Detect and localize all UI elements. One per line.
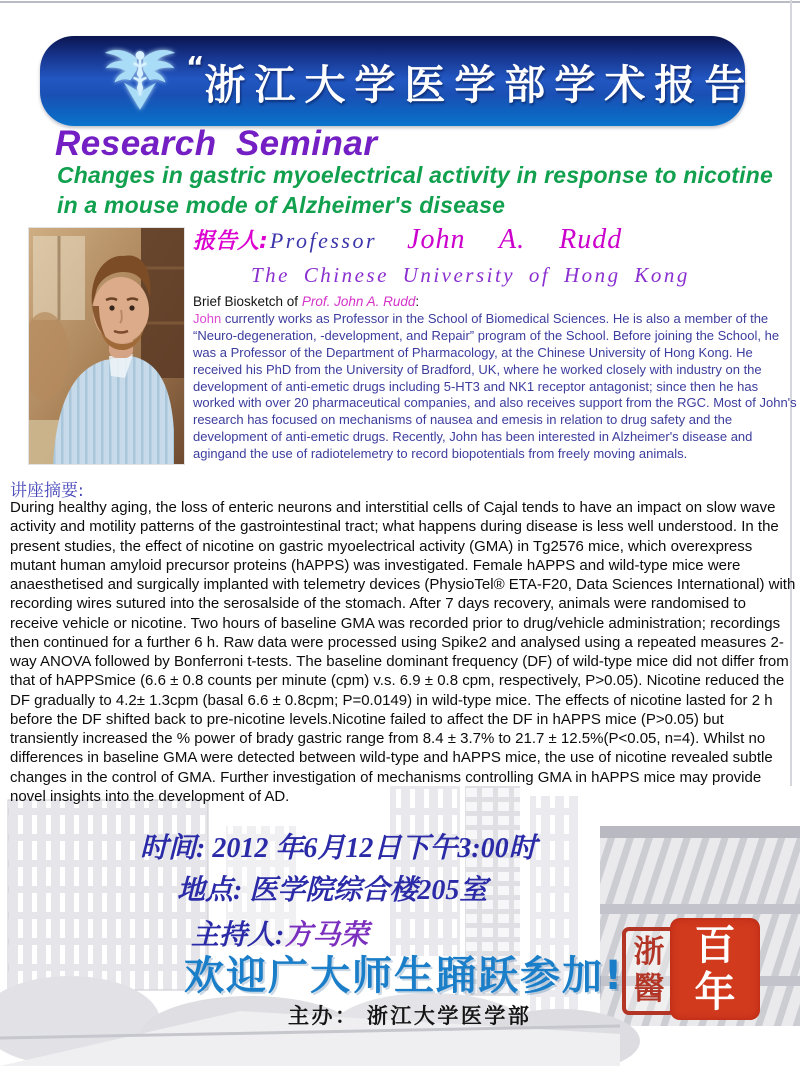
seal-solid-bai-nian [670, 918, 760, 1020]
speaker-title-prefix: Professor [269, 228, 378, 253]
speaker-photo [29, 228, 184, 464]
host-name: 方马荣 [284, 920, 369, 951]
seal-char: 百 [694, 920, 736, 969]
seal-char: 年 [694, 968, 736, 1016]
seal-stamps [618, 914, 768, 1026]
seminar-title: Changes in gastric myoelectrical activity in response to nicotine in a mouse mode of Alzheimer's disease [57, 162, 773, 218]
biosketch-body: currently works as Professor in the School of Biomedical Sciences. He is also a member of the “Neuro-degeneration, -development, and Repair” program of the School. Before joining the School, he was a Professor of the Department of Pharmacology, at the Chinese University of Hong Kong. He received his PhD from the University of Bradford, UK, where he worked closely with industry on the development of anti-emetic drugs including 5-HT3 and NK1 receptor antagonist; since then he has worked with over 20 pharmaceutical companies, and also receives support from the RGC. Most of John's research has focused on mechanisms of nausea and emesis in relation to drug safety and the development of anti-emetic drugs. Recently, John has been interested in Alzheimer's disease and agingand the use of radiotelemetry to record biopotentials from freely moving animals. [193, 311, 797, 462]
banner [40, 36, 755, 126]
biosketch-lead-word: John [193, 311, 222, 326]
banner-quote-mark: “ [186, 50, 205, 83]
schedule-time: 时间: 2012 年6月12日下午3:00时 [140, 833, 537, 864]
caduceus-logo-icon [100, 45, 180, 117]
top-edge-line [0, 1, 800, 3]
organizer-line: 主办： 浙江大学医学部 [288, 1005, 532, 1028]
speaker-name: John A. Rudd [407, 224, 623, 255]
seal-char: 浙 [633, 933, 665, 970]
biosketch-colon: : [415, 294, 420, 309]
biosketch-name: Prof. John A. Rudd [301, 294, 416, 309]
biosketch-prefix: Brief Biosketch of [193, 294, 302, 309]
abstract-label: 讲座摘要: [10, 481, 84, 501]
speaker-section [193, 224, 797, 463]
banner-title-text: 浙江大学医学部学术报告 [204, 60, 755, 109]
speaker-affiliation: The Chinese University of Hong Kong [251, 263, 690, 287]
host-label: 主持人: [191, 920, 285, 951]
banner-title [186, 36, 754, 126]
biosketch-text [193, 311, 797, 463]
schedule-venue: 地点: 医学院综合楼205室 [177, 875, 488, 906]
biosketch-label [193, 294, 797, 309]
speaker-headline [193, 224, 797, 256]
research-seminar-heading: Research Seminar [55, 124, 378, 163]
abstract-text: During healthy aging, the loss of enteric neurons and interstitial cells of Cajal tends to have an impact on slow wave activity and motility patterns of the gastrointestinal tract; what happens during disease is less well understood. In the present studies, the effect of nicotine on gastric myoelectrical activity (GMA) in Tg2576 mice, which overexpress mutant human amyloid precursor proteins (hAPPS) was investigated. Female hAPPS and wild-type mice were anaesthetised and surgically implanted with telemetry devices (PhysioTel® ETA-F20, Data Sciences International) with recording wires sutured into the serosalside of the stomach. After 7 days recovery, animals were randomised to receive vehicle or nicotine. Two hours of baseline GMA was recorded prior to drug/vehicle administration; recordings then continued for a further 6 h. Raw data were processed using Spike2 and analysed using a repeated measures 2-way ANOVA followed by Bonferroni t-tests. The baseline dominant frequency (DF) of wild-type mice did not differ from that of hAPPSmice (6.6 ± 0.8 counts per minute (cpm) v.s. 6.9 ± 0.8 cpm, respectively, P>0.05). Nicotine reduced the DF gradually to 4.2± 1.3cpm (basal 6.6 ± 0.8cpm; P=0.0149) in wild-type mice. The effects of nicotine lasted for 2 h before the DF shifted back to pre-nicotine levels.Nicotine failed to affect the DF in hAPPS mice (P>0.05) but transiently increased the % power of brady gastric range from 8.4 ± 3.7% to 21.7 ± 12.5%(P<0.05, n=4). Whilst no differences in baseline GMA were detected between wild-type and hAPPS mice, the use of nicotine revealed subtle changes in the control of GMA. Further investigation of mechanisms controlling GMA in hAPPS mice may provide novel insights into the development of AD. [10, 499, 796, 805]
welcome-message: 欢迎广大师生踊跃参加! [184, 953, 625, 999]
seal-char: 醫 [633, 971, 665, 1007]
seal-outline-zhe-yi [622, 927, 676, 1015]
speaker-role-label: 报告人: [193, 229, 268, 254]
